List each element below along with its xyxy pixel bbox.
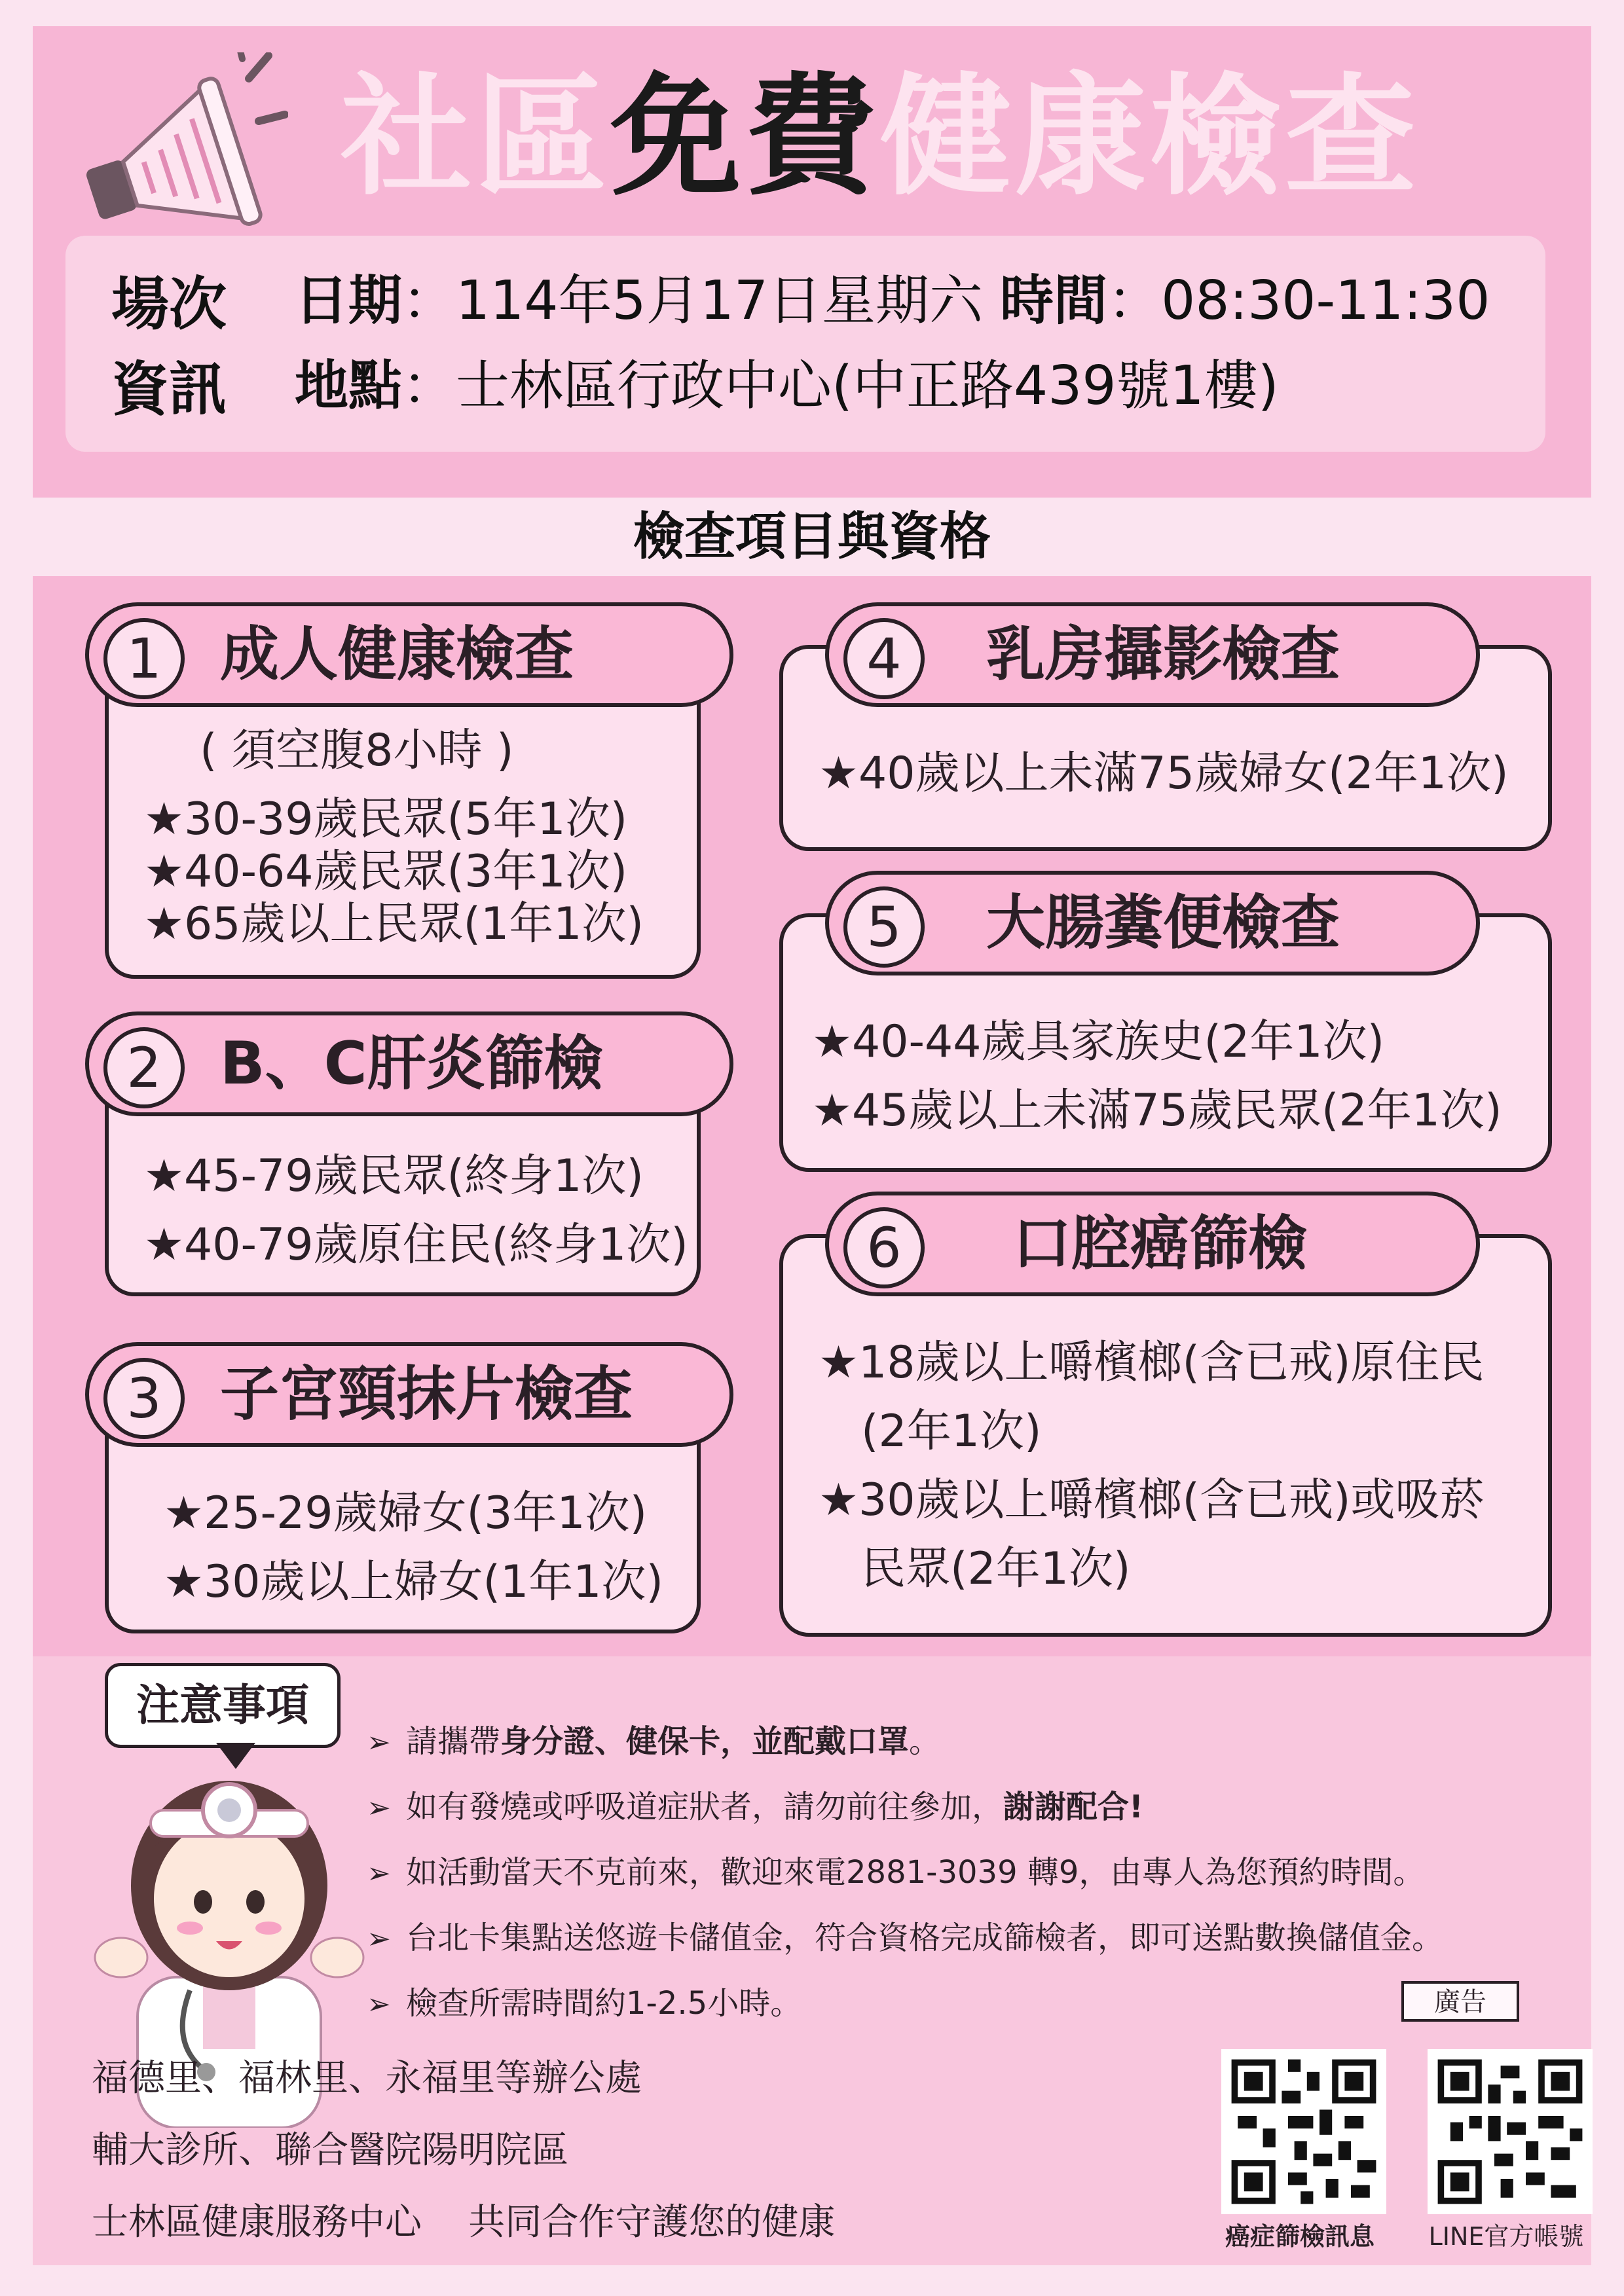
card-head (825, 602, 1480, 707)
card-title: 成人健康檢查 (220, 620, 574, 689)
card-head (85, 1011, 733, 1116)
card-title: 子宮頸抹片檢查 (220, 1360, 633, 1429)
arrow-icon: ➢ (367, 1922, 391, 1956)
place-label: 地點 (295, 355, 403, 417)
arrow-icon: ➢ (367, 1857, 391, 1890)
notes-tag: 注意事項 (105, 1663, 341, 1748)
card-title: 口腔癌篩檢 (1012, 1209, 1307, 1278)
card-item: (2年1次) (861, 1406, 1042, 1457)
card-number: 5 (843, 886, 925, 968)
footer-line-3: 士林區健康服務中心 共同合作守護您的健康 (92, 2201, 836, 2244)
card-item: ★18歲以上嚼檳榔(含已戒)原住民 (819, 1337, 1485, 1389)
ad-label: 廣告 (1401, 1981, 1519, 2022)
note-text-bold: 身分證、健保卡，並配戴口罩 (500, 1723, 910, 1760)
card-mammography (779, 602, 1552, 851)
card-fecal-test (779, 871, 1552, 1172)
qr-code-line-account[interactable] (1428, 2049, 1593, 2214)
qr-code-screening-info[interactable] (1221, 2049, 1386, 2214)
arrow-icon: ➢ (367, 1988, 391, 2021)
qr-caption-line: LINE官方帳號 (1428, 2222, 1584, 2251)
note-text: 台北卡集點送悠遊卡儲值金，符合資格完成篩檢者，即可送點數換儲值金。 (406, 1920, 1444, 1956)
note-text: 如活動當天不克前來，歡迎來電2881-3039 轉9，由專人為您預約時間。 (406, 1854, 1425, 1891)
footer-line-2: 輔大診所、聯合醫院陽明院區 (92, 2129, 568, 2172)
card-number: 2 (103, 1027, 185, 1108)
arrow-icon: ➢ (367, 1791, 391, 1825)
title-part-free: 免費 (610, 61, 881, 213)
card-item: ( 須空腹8小時 ) (200, 725, 514, 776)
footer-line-1: 福德里、福林里、永福里等辦公處 (92, 2057, 642, 2100)
card-item: ★45-79歲民眾(終身1次) (144, 1150, 644, 1202)
date-label: 日期 (295, 270, 403, 332)
card-item: ★40-44歲具家族史(2年1次) (812, 1016, 1385, 1068)
card-head (85, 1342, 733, 1447)
note-text: 如有發燒或呼吸道症狀者，請勿前往參加， (406, 1789, 1004, 1825)
card-item: ★45歲以上未滿75歲民眾(2年1次) (812, 1085, 1502, 1137)
card-pap-smear (105, 1342, 701, 1633)
place-value: 士林區行政中心(中正路439號1樓) (456, 355, 1279, 417)
note-text-bold: 謝謝配合! (1003, 1789, 1143, 1825)
card-number: 4 (843, 618, 925, 699)
card-adult-checkup (105, 602, 701, 979)
time-value: 08:30-11:30 (1161, 270, 1490, 332)
card-item: ★30歲以上婦女(1年1次) (164, 1556, 664, 1608)
time-label: 時間 (1000, 270, 1108, 332)
notes-list (367, 1709, 1545, 2036)
card-head (825, 871, 1480, 975)
card-item: ★30歲以上嚼檳榔(含已戒)或吸菸 (819, 1474, 1485, 1526)
note-item (367, 1709, 1545, 1774)
note-text: 請攜帶 (406, 1723, 501, 1760)
session-info-box (65, 236, 1545, 452)
session-label (111, 262, 262, 432)
card-item: ★65歲以上民眾(1年1次) (144, 898, 644, 950)
card-item: 民眾(2年1次) (861, 1543, 1131, 1595)
card-number: 3 (103, 1358, 185, 1439)
qr-caption-screening: 癌症篩檢訊息 (1225, 2222, 1375, 2251)
card-head (825, 1192, 1480, 1296)
card-number: 6 (843, 1207, 925, 1288)
card-title: 乳房攝影檢查 (986, 620, 1340, 689)
card-title: 大腸糞便檢查 (986, 888, 1340, 957)
session-label-line1: 場次 (111, 270, 227, 338)
date-value: 114年5月17日星期六 (456, 270, 984, 332)
card-head (85, 602, 733, 707)
page-title (341, 59, 1420, 216)
section-title: 檢查項目與資格 (633, 507, 991, 566)
date-time-line: 日期：114年5月17日星期六 時間：08:30-11:30 (295, 270, 1490, 332)
card-item: ★40-64歲民眾(3年1次) (144, 846, 628, 898)
card-item: ★40歲以上未滿75歲婦女(2年1次) (819, 748, 1509, 799)
note-text: 。 (909, 1723, 941, 1760)
note-item (367, 1774, 1545, 1840)
megaphone-icon (72, 52, 288, 249)
card-number: 1 (103, 618, 185, 699)
title-part-checkup: 健康檢查 (880, 61, 1420, 213)
note-item (367, 1971, 1545, 2036)
card-oral-cancer-screening (779, 1192, 1552, 1637)
title-part-community: 社區 (341, 61, 611, 213)
card-item: ★25-29歲婦女(3年1次) (164, 1487, 648, 1539)
card-hepatitis-screening (105, 1011, 701, 1296)
arrow-icon: ➢ (367, 1726, 391, 1759)
note-text: 檢查所需時間約1-2.5小時。 (406, 1985, 802, 2022)
place-line: 地點：士林區行政中心(中正路439號1樓) (295, 355, 1279, 417)
card-item: ★40-79歲原住民(終身1次) (144, 1219, 688, 1271)
note-item (367, 1905, 1545, 1971)
card-title: B、C肝炎篩檢 (220, 1029, 603, 1098)
card-item: ★30-39歲民眾(5年1次) (144, 793, 628, 845)
session-label-line2: 資訊 (111, 355, 227, 423)
note-item (367, 1840, 1545, 1905)
